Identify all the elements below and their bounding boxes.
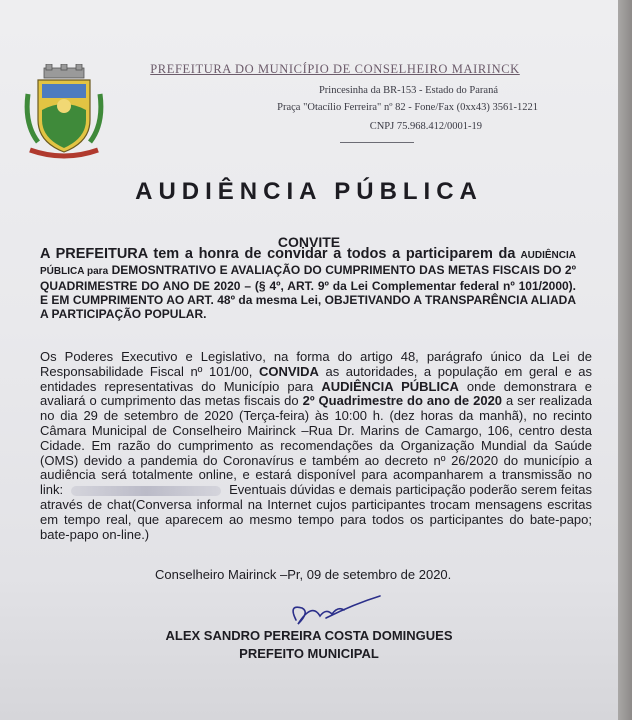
body-text: as autoridades, a população em geral e as entidades representativas do Município para [40, 363, 592, 394]
subtitle: CONVITE [277, 234, 341, 250]
body-text: onde demonstrara e avaliará o cumprimento das metas fiscais do [40, 378, 592, 409]
letterhead [120, 62, 550, 143]
redacted-link [71, 486, 221, 496]
letterhead-line: Princesinha da BR-153 - Estado do Paraná [318, 85, 498, 96]
intro-lead: A PREFEITURA tem a honra de convidar a todos a participarem da [40, 246, 516, 262]
body-emphasis: 2º Quadrimestre do ano de 2020 [302, 393, 503, 409]
page-title: AUDIÊNCIA PÚBLICA [135, 178, 483, 205]
place-date: Conselheiro Mairinck –Pr, 09 de setembro de 2020. [155, 567, 452, 582]
body-text: Eventuais dúvidas e demais participação poderão serem feitas através de chat(Conversa informal na Internet cujos participantes trocam mensagens escritas em tempo real, que aparecem ao mesmo tempo para todos os participantes do bate-papo; bate-papo on-line.) [40, 482, 592, 542]
signatory-name: ALEX SANDRO PEREIRA COSTA DOMINGUES [165, 628, 453, 643]
page-edge-shadow [618, 0, 632, 720]
body-text: a ser realizada no dia 29 de setembro de 2020 (Terça-feira) às 10:00 h. (dez horas da manhã), no recinto Câmara Municipal de Conselheiro Mairinck –Rua Dr. Marins de Camargo, 106, centro desta Cidade. Em razão do cumprimento as recomendações da Organização Mundial da Saúde (OMS) devido a pandemia do Coronavírus e também ao decreto nº 26/2020 do município a audiência será totalmente online, e estará disponível para acompanharem a transmissão no link: [40, 393, 592, 498]
intro-detail: DEMOSNTRATIVO E AVALIAÇÃO DO CUMPRIMENTO DAS METAS FISCAIS DO 2º QUADRIMESTRE DO ANO DE 2020 – (§ 4º, ART. 9º da Lei Complementar federal nº 101/2000). E EM CUMPRIMENTO AO ART. 48º da mesma Lei, OBJETIVANDO A TRANSPARÊNCIA ALIADA A PARTICIPAÇÃO POPULAR. [40, 263, 576, 321]
body-emphasis: AUDIÊNCIA PÚBLICA [321, 378, 459, 394]
letterhead-title: PREFEITURA DO MUNICÍPIO DE CONSELHEIRO MAIRINCK [150, 62, 520, 76]
letterhead-address: Praça "Otacílio Ferreira" nº 82 - Fone/Fax (0xx43) 3561-1221 [277, 102, 538, 113]
body-emphasis: CONVIDA [258, 363, 319, 379]
body-paragraph [40, 350, 592, 542]
letterhead-cnpj: CNPJ 75.968.412/0001-19 [369, 121, 482, 132]
municipal-crest-icon [22, 64, 106, 160]
intro-paragraph [40, 247, 576, 321]
intro-event-label: AUDIÊNCIA PÚBLICA para [40, 250, 576, 277]
letterhead-divider [340, 142, 414, 143]
body-text: Os Poderes Executivo e Legislativo, na forma do artigo 48, parágrafo único da Lei de Responsabilidade Fiscal nº 101/00, [40, 349, 592, 379]
signatory-role: PREFEITO MUNICIPAL [239, 646, 379, 661]
